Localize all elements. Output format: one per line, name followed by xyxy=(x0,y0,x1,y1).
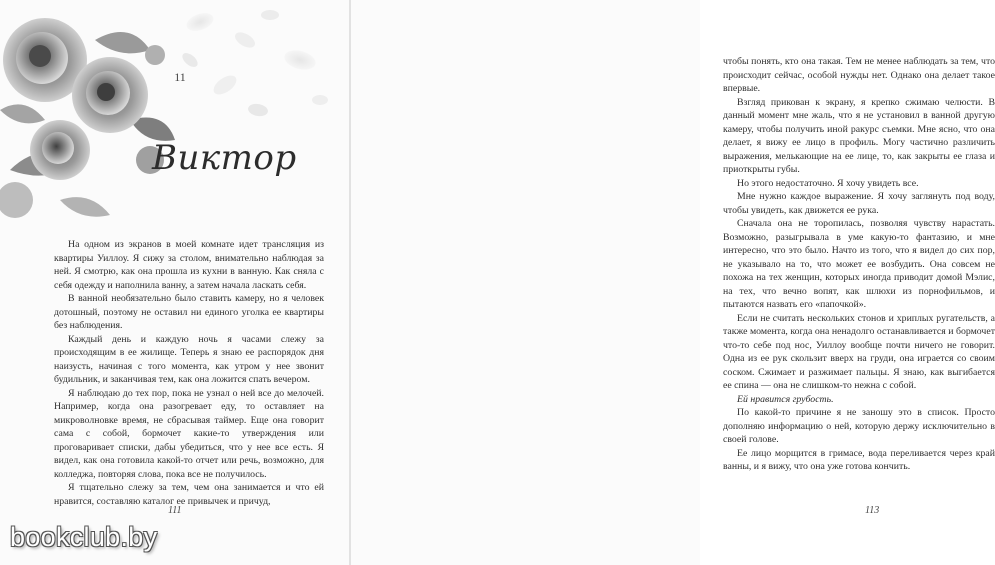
chapter-number: 11 xyxy=(174,70,186,84)
chapter-title: Виктор xyxy=(152,138,297,178)
right-page xyxy=(351,0,995,565)
left-body-text xyxy=(54,238,324,508)
left-page xyxy=(0,0,349,565)
paragraph: Если не считать нескольких стонов и хриплых ругательств, а также момента, когда она ненадолго останавливается и бормочет что-то себе под нос, Уиллоу вообще почти ничего не говорит. Одна из ее рук скользит вверх на груди, она играется со своим соском. Сжимает и разжимает пальцы. Я знаю, как выгибается ее спина — она не слишком-то нежна с собой. xyxy=(723,312,995,391)
paragraph: Каждый день и каждую ночь я часами слежу за происходящим в ее жилище. Теперь я знаю ее распорядок дня наизусть, начиная с того момента, как утром у нее звонит будильник, и заканчивая тем, как она ложится спать вечером. xyxy=(54,333,324,385)
paragraph: По какой-то причине я не заношу это в список. Просто дополняю информацию о ней, которую держу исключительно в своей голове. xyxy=(723,407,995,445)
right-body-text xyxy=(723,55,995,474)
paragraph: Взгляд прикован к экрану, я крепко сжимаю челюсти. В данный момент мне жаль, что я не установил в ванной другую камеру, чтобы получить иной ракурс съемки. Мне ясно, что она делает, я вижу ее лицо в профиль. Могу частично различить выражения, мелькающие на ее лице, то, как закрыты ее глаза и приоткрыты губы. xyxy=(723,96,995,175)
paragraph: В ванной необязательно было ставить камеру, но я человек дотошный, поэтому не оставил ни единого уголка ее квартиры без наблюдения. xyxy=(54,293,324,331)
paragraph: Но этого недостаточно. Я хочу увидеть все. xyxy=(737,177,919,189)
paragraph: На одном из экранов в моей комнате идет трансляция из квартиры Уиллоу. Я сижу за столом, внимательно наблюдая за ней. Я смотрю, как она прошла из кухни в ванную. Как сняла с себя одежду и наполнила ванну, а затем начала ласкать себя. xyxy=(54,239,324,291)
page-number-left: 111 xyxy=(168,505,182,516)
page-number-right: 113 xyxy=(865,505,880,516)
paragraph: Я наблюдаю до тех пор, пока не узнал о ней все до мелочей. Например, когда она разогревает еду, то оставляет на микроволновке время, не сбрасывая таймер. Еще она говорит сама с собой, бормочет какие-то утверждения или проговаривает списки, дабы убедиться, что у нее все есть. Я видел, как она готовила какой-то отчет или речь, возможно, для колледжа, повторяя слова, пока все не получилось. xyxy=(54,387,324,480)
paragraph: Я тщательно слежу за тем, чем она занимается и что ей нравится, составляю каталог ее привычек и причуд, xyxy=(54,482,324,507)
paragraph-italic: Ей нравится грубость. xyxy=(737,393,834,405)
paragraph: Сначала она не торопилась, позволяя чувству нарастать. Возможно, разыгрывала в уме какую-то фантазию, и мне интересно, что это было. Начто из того, что я видел до сих пор, не указывало на то, что может ее возбудить. Она совсем не похожа на тех женщин, которых иногда приводит домой Мэлис, на тех, что вечно вопят, как шлюхи из порнофильмов, и пытаются назвать его «папочкой». xyxy=(723,218,995,310)
peony-illustration xyxy=(0,0,349,230)
paragraph: чтобы понять, кто она такая. Тем не менее наблюдать за тем, что происходит сейчас, особой нужды нет. Однако она делает такое впервые. xyxy=(723,56,995,94)
paragraph: Ее лицо морщится в гримасе, вода переливается через край ванны, и я вижу, что она уже готова кончить. xyxy=(723,447,995,472)
paragraph: Мне нужно каждое выражение. Я хочу заглянуть под воду, чтобы увидеть, как движется ее рука. xyxy=(723,191,995,216)
watermark-logo: bookclub.by xyxy=(10,522,158,552)
